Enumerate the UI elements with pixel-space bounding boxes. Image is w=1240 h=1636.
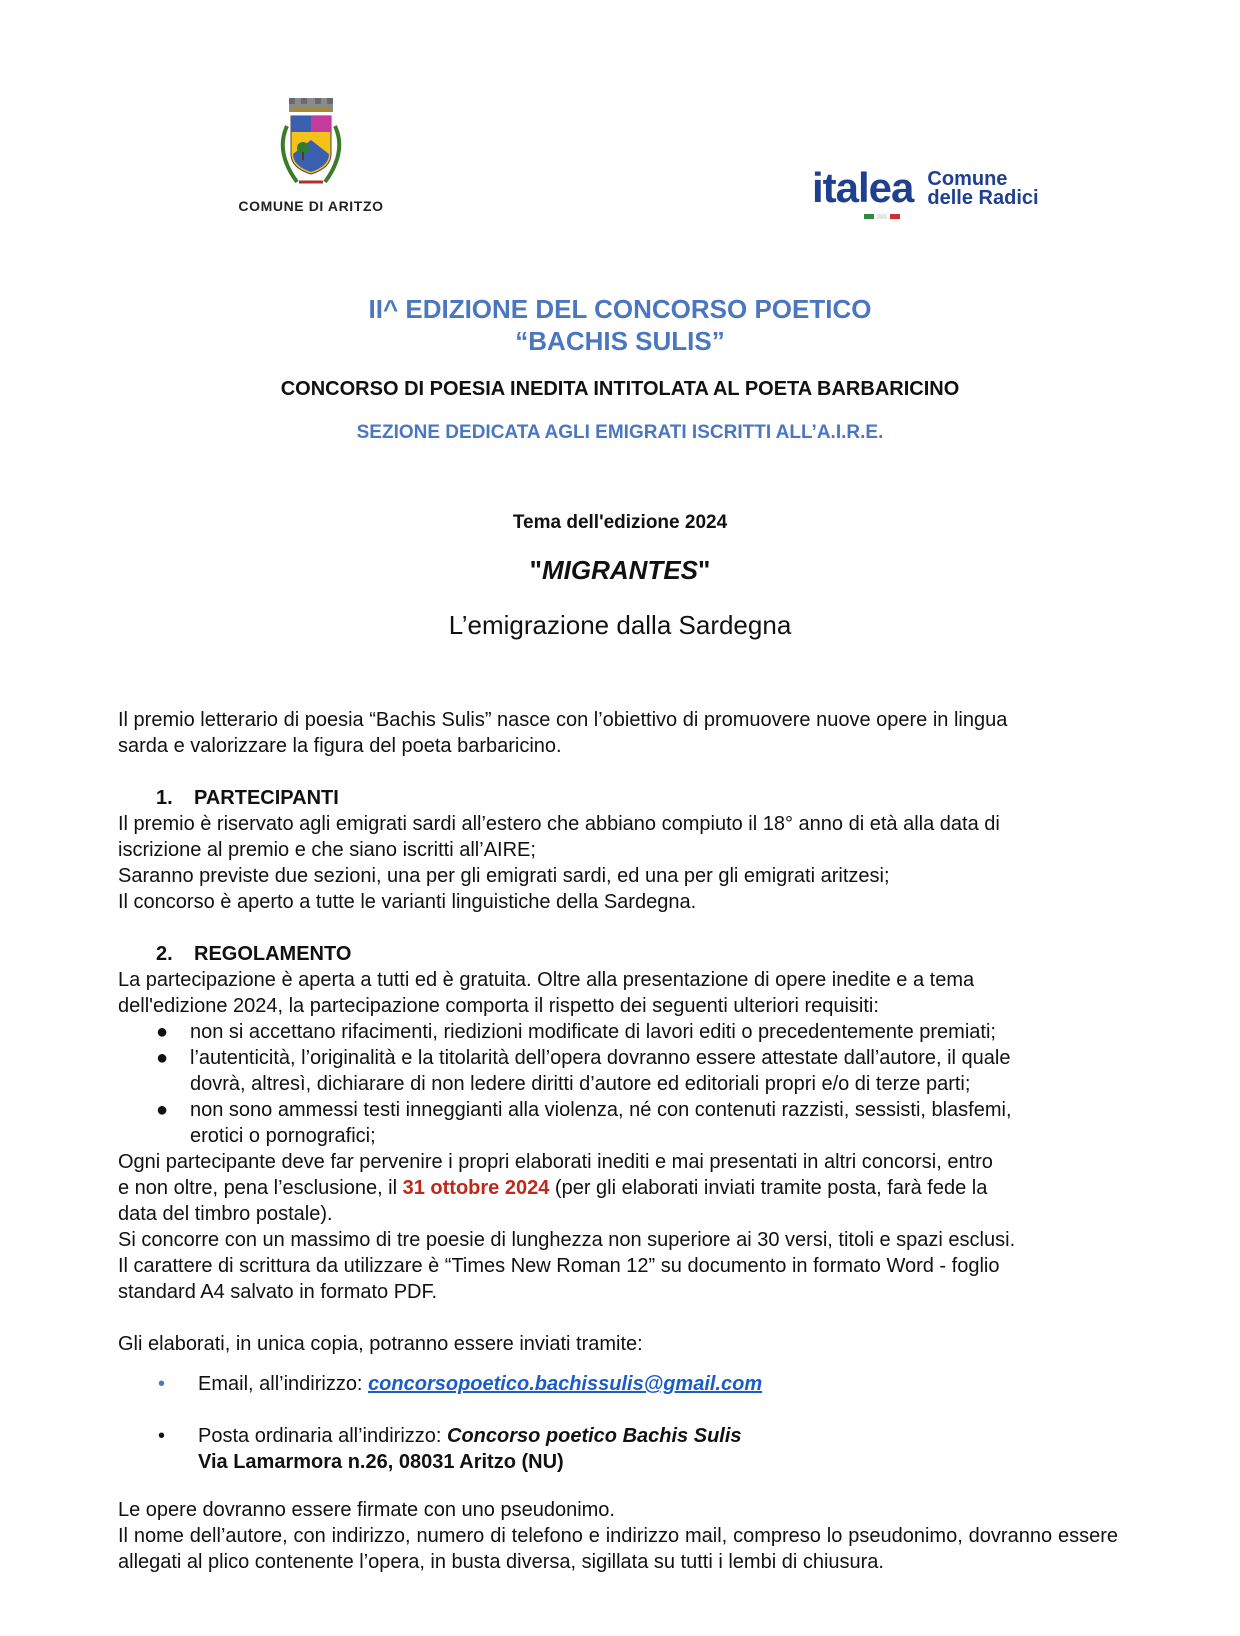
paragraph-line: Si concorre con un massimo di tre poesie di lunghezza non superiore ai 30 versi, titoli e spazi esclusi. [118,1229,1016,1251]
bullet-text: dovrà, altresì, dichiarare di non ledere diritti d’autore ed editoriali propri e/o di terze parti; [190,1073,971,1095]
section-number: 2. [156,943,173,965]
comune-name: COMUNE DI ARITZO [238,198,384,214]
paragraph-line: Il concorso è aperto a tutte le varianti linguistiche della Sardegna. [118,891,697,913]
theme-label: Tema dell'edizione 2024 [512,512,728,533]
section-title: REGOLAMENTO [194,943,352,965]
post-item [118,1423,1118,1475]
section-title: PARTECIPANTI [194,787,339,809]
bullet-icon: ● [156,1021,169,1043]
bullet-icon: • [158,1373,166,1395]
bullet-item [118,1019,1118,1045]
bullet-item [118,1097,1118,1149]
post-name: Concorso poetico Bachis Sulis [447,1425,742,1447]
closing-line: Le opere dovranno essere firmate con uno pseudonimo. [118,1499,615,1521]
paragraph-line: data del timbro postale). [118,1203,333,1225]
italea-wordmark-text: italea [812,164,914,211]
theme-name: MIGRANTES [542,555,698,585]
section-heading-regolamento [156,941,1118,967]
italea-subtitle-line1: Comune [927,168,1008,190]
italea-wordmark [812,164,914,211]
theme-quote-open: " [529,555,542,585]
theme-subtitle: L’emigrazione dalla Sardegna [448,610,792,640]
italian-flag-icon [864,214,900,219]
deadline-line [118,1175,1118,1201]
email-link[interactable]: concorsopoetico.bachissulis@gmail.com [368,1373,763,1395]
closing-paragraph: Il nome dell’autore, con indirizzo, numero di telefono e indirizzo mail, compreso lo pseudonimo, dovranno essere allegati al plico contenente l’opera, in busta diversa, sigillata su tutti i lembi di chiusura. [118,1525,1118,1573]
email-item [118,1371,1118,1397]
paragraph-line: Saranno previste due sezioni, una per gli emigrati sardi, ed una per gli emigrati aritzesi; [118,865,890,887]
bullet-text: l’autenticità, l’originalità e la titolarità dell’opera dovranno essere attestate dall’autore, il quale [190,1047,1011,1069]
bullet-text: non si accettano rifacimenti, riedizioni modificate di lavori editi o precedentemente premiati; [190,1021,996,1043]
paragraph-line: Il carattere di scrittura da utilizzare è “Times New Roman 12” su documento in formato Word - foglio [118,1255,1000,1277]
intro-line: sarda e valorizzare la figura del poeta barbaricino. [118,735,562,757]
intro-line: Il premio letterario di poesia “Bachis Sulis” nasce con l’obiettivo di promuovere nuove opere in lingua [118,709,1008,731]
section-number: 1. [156,787,173,809]
theme-quote-close: " [698,555,711,585]
email-label: Email, all’indirizzo: [198,1373,369,1395]
paragraph-line: standard A4 salvato in formato PDF. [118,1281,438,1303]
section-heading-partecipanti [156,785,1118,811]
deadline-date: 31 ottobre 2024 [402,1177,550,1199]
deadline-text: e non oltre, pena l’esclusione, il [118,1177,403,1199]
bullet-icon: • [158,1425,166,1447]
deadline-text: (per gli elaborati inviati tramite posta, farà fede la [549,1177,988,1199]
italea-subtitle [927,170,1038,208]
paragraph-line: La partecipazione è aperta a tutti ed è gratuita. Oltre alla presentazione di opere inedite e a tema [118,969,975,991]
italea-subtitle-line2: delle Radici [927,187,1039,209]
theme-title [0,555,1240,586]
bullet-icon: ● [156,1099,169,1121]
title-line2: “BACHIS SULIS” [515,326,725,356]
paragraph-line: iscrizione al premio e che siano iscritti all’AIRE; [118,839,536,861]
bullet-text: non sono ammessi testi inneggianti alla violenza, né con contenuti razzisti, sessisti, blasfemi, [190,1099,1012,1121]
title-section: SEZIONE DEDICATA AGLI EMIGRATI ISCRITTI ALL’A.I.R.E. [356,422,884,443]
bullet-item [118,1045,1118,1097]
submission-intro: Gli elaborati, in unica copia, potranno essere inviati tramite: [118,1333,643,1355]
title-line1: II^ EDIZIONE DEL CONCORSO POETICO [368,294,872,324]
title-subtitle: CONCORSO DI POESIA INEDITA INTITOLATA AL POETA BARBARICINO [280,378,960,400]
coat-of-arms-icon [271,96,351,192]
document-body [118,707,1118,1575]
paragraph-line: dell'edizione 2024, la partecipazione comporta il rispetto dei seguenti ulteriori requisiti: [118,995,879,1017]
post-address: Via Lamarmora n.26, 08031 Aritzo (NU) [198,1451,564,1473]
bullet-icon: ● [156,1047,169,1069]
bullet-text: erotici o pornografici; [190,1125,376,1147]
paragraph-line: Ogni partecipante deve far pervenire i propri elaborati inediti e mai presentati in altri concorsi, entro [118,1151,993,1173]
post-label: Posta ordinaria all’indirizzo: [198,1425,448,1447]
paragraph-line: Il premio è riservato agli emigrati sardi all’estero che abbiano compiuto il 18° anno di età alla data di [118,813,1000,835]
comune-aritzo-logo [226,96,396,214]
italea-logo [812,164,1039,222]
